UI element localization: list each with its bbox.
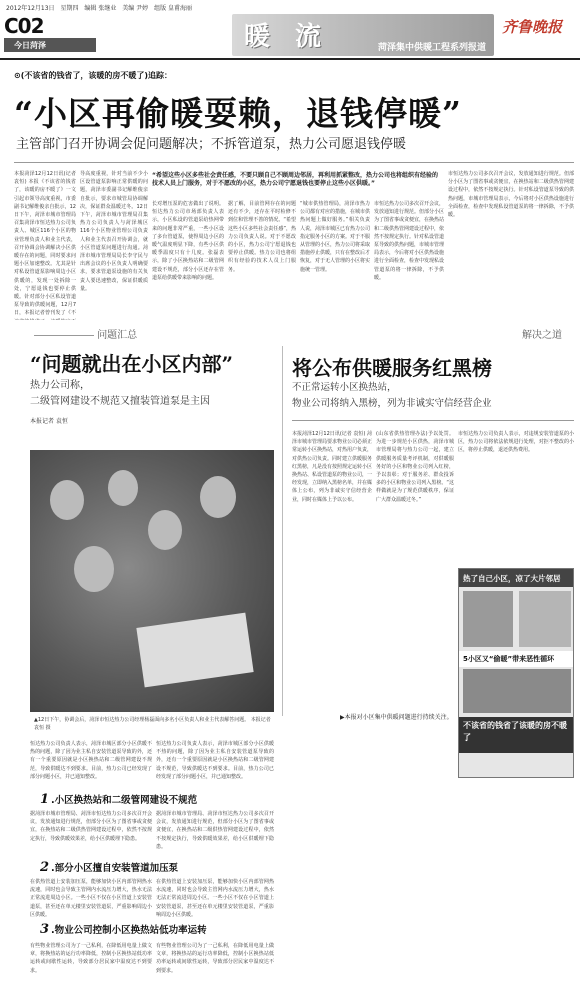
problem-byline: 本报记者 袁恒 [30, 418, 68, 425]
masthead-meta [0, 0, 580, 12]
coverage-note: ▶本报对小区集中供暖问题进行持续关注。 [340, 714, 453, 721]
point-2-heading [40, 860, 178, 875]
photo-document [136, 613, 253, 688]
point-2-text-a: 在供热管道上安装加压泵，能够加快小区内部管网热水流速，同时也会导致主管网内水流压力增大，热水无法正常流进周边小区。一些小区不仅在小区管道上安装管道泵，甚至还在单元楼里安装管道泵，严重影响周边小区供暖。 [30, 879, 152, 918]
thumbnail-photo [519, 591, 571, 647]
photo-caption: ▲12日下午，协调会后，菏泽市恒达热力公司经理杨磊面向多名小区负责人和业主代表解答问题。 本报记者 袁恒 摄 [34, 717, 271, 731]
meeting-photo [30, 450, 274, 712]
photo-person [148, 510, 182, 550]
thumbnail-title-1: 热了自己小区，凉了大片邻居 [459, 569, 574, 587]
body-column-6: 市恒达热力公司多次召开会议，发放通知进行规范。但部分小区为了图省事或贪便宜，在换热站和二级供热管网建设过程中，依然不按规定执行。针对私设管道泵导致的供热问题，市城市管理局表示，今后将对小区供热设施进行全面检查，检查中发现私设管道泵的将一律拆除，不予供暖。 [374, 201, 444, 281]
point-3-title: .物业公司控制小区换热站低功率运转 [51, 925, 207, 936]
solution-text-col3: 市恒达热力公司负责人表示，对违规安装管道泵的小区，热力公司将依法依规进行处理，对拒不整改的小区，将停止供暖，退还供热费用。 [458, 431, 574, 454]
article-headline: “小区再偷暖耍赖，退钱停暖” [14, 94, 462, 133]
page-number: C02 [4, 14, 44, 38]
photo-person [200, 476, 236, 518]
article-subheadline: 主管部门召开协调会促问题解决；不拆管道泵，热力公司愿退钱停暖 [16, 137, 407, 152]
solution-text-col2: (山东省供热管理办法)予以处罚。为进一步规范小区供热，菏泽市城市管理局将与热力公司一起，建立供暖服务质量考评机制，对供暖服务好的小区和物业公司列入红榜，予以表彰；对于服务差、群众投诉多的小区和物业公司列入黑榜。“这样做就是为了规范供暖秩序，保证广大群众温暖过冬。” [376, 431, 454, 503]
problem-section-label [34, 326, 262, 341]
related-coverage-thumbnails [458, 568, 574, 778]
photo-person [74, 546, 114, 592]
point-3-text-b: 有些物业管理公司为了一己私利，在降低用电量上做文章，将换热站的运行功率降低，控制小区换热站低功率运转或间歇性运转，导致部分居民家中温度达不到要求。 [156, 943, 274, 974]
point-1-title: .小区换热站和二级管网建设不规范 [51, 795, 198, 806]
section-label: 今日菏泽 [4, 38, 96, 52]
problem-heading: “问题就出在小区内部” [30, 352, 234, 376]
point-3-number: 3 [40, 922, 50, 937]
body-column-1: 本报菏泽12月12日讯(记者 袁恒) 本报《不该省的钱省了，该暖的房不暖了》一文引起市领导高度重视，市委副书记解维俊亲自批示，12日下午，菏泽市城市管理局召集菏泽市恒达热力公司负责人、城区116个小区的物业管理负责人和业主代表，召开协调会协调解决小区供暖存在的问题，同时要求问题小区加速整改。尤其是针对私设管道泵影响周边小区供暖的，发现一处拆除一处，宁愿退钱也要停止供暖。针对部分小区私设管道泵导致的供暖问题，12月7日，本报记者曾刊发了《不 [14, 171, 76, 317]
problem-deck-line2: 二级管网建设不规范又擅装管道泵是主因 [30, 396, 210, 407]
point-1-number: 1 [40, 792, 50, 807]
problem-deck-line1: 热力公司称， [30, 380, 90, 391]
solution-deck-line1: 不正常运转小区换热站， [292, 382, 397, 393]
problem-intro-a: 恒达热力公司负责人表示，菏泽市城区部分小区供暖不热的问题，除了因为业主私自安装管道泵导致的外，还有一个重要原因就是小区换热站和二级管网建设不规范，导致供暖达不到要求。目前，热力公司已经发现了部分问题小区，并已通知整改。 [30, 741, 152, 780]
solution-label-text: 解决之道 [522, 330, 562, 341]
point-1-text-a: 据菏泽市城市管理局、菏泽市恒达热力公司多次召开会议，发放通知进行规范，但部分小区为了图省事或贪便宜，在换热站和二级供热管网建设过程中，依然不按规定执行，导致供暖效果差，给小区供暖埋下隐患。 [30, 811, 152, 842]
solution-section-label [292, 326, 562, 341]
body-column-3: 长对增压泵的危害做出了说明。恒达热力公司市场部负责人表示，小区私设的管道泵给热网带来的问题非常严重，一些小区设了多台管道泵，使得周边小区的暖气温度明显下降，有些小区供暖季温度只有十几度。张磊表示，除了小区换热站和二级管网建设不规范，部分小区还存在管道泵给供暖带来影响的问题。 [152, 201, 224, 281]
solution-deck-line2: 物业公司将纳入黑榜，列为非诚实守信经营企业 [292, 398, 492, 409]
newspaper-logo: 齐鲁晚报 [502, 18, 563, 36]
thumbnail-title-2: 5小区又“偷暖”带来恶性循环 [459, 651, 574, 667]
photo-person [108, 470, 138, 506]
point-2-number: 2 [40, 860, 50, 875]
proof-credit: 组版 皇甫海丽 [154, 5, 193, 12]
solution-rule [292, 420, 574, 421]
thumbnail-photo [463, 591, 513, 647]
solution-text-col1: 本报菏泽12月12日讯(记者 袁恒) 菏泽市城市管理局要求物业公司必须正常运转小区换热站，对热用户负责，对供热公司负责。同时建立供暖服务红黑榜，凡是没有按照规定运转小区换热站、私设管道泵的物业公司，一经发现，立即纳入黑榜名单，并在媒体上公布，列为非诚实守信经营企业，同时在媒体上予以公布。 [292, 431, 372, 503]
subhead-rule [14, 162, 574, 163]
thumbnail-title-3: 不该省的钱省了该暖的房不暖了 [459, 717, 574, 753]
lead-quote: “希望这些小区多些社会责任感，不要只顾自己不顾周边邻居，再利用抓紧整改，热力公司也将组织有经验的技术人员上门服务，对于不愿改的小区，热力公司宁愿退钱也要停止这些小区供暖。” [152, 172, 438, 187]
designer-credit: 美编 尹婷 [122, 5, 149, 12]
banner-title: 暖 流 [244, 22, 330, 52]
series-banner [232, 14, 494, 56]
photo-person [50, 480, 84, 520]
problem-deck [30, 378, 210, 410]
body-column-4: 据了解，目前管网存在的问题还有不少，还存在平时检修不到位和管理不善的情况。“希望这些小区多些社会责任感”，热力公司负责人说。对于不愿改的小区，热力公司宁愿退钱也要停止供暖。热力公司也将组织有经验的技术人员上门服务。 [228, 201, 296, 273]
point-3-heading [40, 922, 207, 937]
point-1-heading [40, 792, 197, 807]
article-kicker: ⊙(不该省的钱省了，该暖的房不暖了)追踪： [14, 71, 173, 80]
label-rule [34, 335, 94, 336]
body-column-7: 市恒达热力公司多次召开会议，发放通知进行规范。但部分小区为了图省事或贪便宜，在换热站和二级供热管网建设过程中，依然不按规定执行。针对私设管道泵导致的供热问题，市城市管理局表示，今后将对小区供热设施进行全面检查，检查中发现私设管道泵的将一律拆除，不予供暖。 [448, 171, 574, 219]
point-2-text-b: 在供热管道上安装加压泵，能够加快小区内部管网热水流速，同时也会导致主管网内水流压力增大，热水无法正常流进周边小区。一些小区不仅在小区管道上安装管道泵，甚至还在单元楼里安装管道泵，严重影响周边小区供暖。 [156, 879, 274, 918]
thumbnail-photo [463, 669, 571, 713]
point-2-title: .部分小区擅自安装管道加压泵 [51, 863, 179, 874]
body-column-2: 导高度重视，针对当前不少小区设管道泵影响正常供暖的问题，菏泽市委副书记解维俊亲自批示，要求市城管局协调解决，保证群众温暖过冬。12日下午，菏泽市城市管理局召集热力公司负责人与菏泽城区116个小区物业管理公司负责人和业主代表召开协调会，就小区管道泵问题进行沟通。菏泽市城市管理局局长李守民与出席会议的小区负责人明确要求，要求管道泵设施的有关负责人要迅速整改，保证供暖质量。 [80, 171, 148, 292]
column-divider [282, 346, 283, 716]
header-rule [0, 58, 580, 60]
solution-heading: 将公布供暖服务红黑榜 [292, 356, 492, 380]
problem-label-text: 问题汇总 [97, 330, 138, 341]
editor-credit: 编辑 张继业 [84, 5, 117, 12]
body-column-5: “城市供热管理局，菏泽市热力公司都有对应的措施，在城市供热问题上做好服务。”相关负责人说，菏泽市城区已有热力公司指定服务小区的方案。对于不服从管理的小区，热力公司将采取措施停止供暖，只有在整改后才恢复，对于无人管理的小区将实施统一管理。 [300, 201, 370, 273]
banner-subtitle: 菏泽集中供暖工程系列报道 [377, 43, 486, 53]
solution-deck [292, 380, 492, 412]
issue-weekday: 星期四 [60, 5, 79, 12]
point-3-text-a: 有些物业管理公司为了一己私利，在降低用电量上做文章，将换热站的运行功率降低，控制小区换热站低功率运转或间歇性运转，导致部分居民家中温度达不到要求。 [30, 943, 152, 974]
problem-intro-b: 恒达热力公司负责人表示，菏泽市城区部分小区供暖不热的问题，除了因为业主私自安装管道泵导致的外，还有一个重要原因就是小区换热站和二级管网建设不规范，导致供暖达不到要求。目前，热力公司已经发现了部分问题小区，并已通知整改。 [156, 741, 274, 780]
point-1-text-b: 据菏泽市城市管理局、菏泽市恒达热力公司多次召开会议，发放通知进行规范，但部分小区为了图省事或贪便宜，在换热站和二级供热管网建设过程中，依然不按规定执行，导致供暖效果差，给小区供暖埋下隐患。 [156, 811, 274, 850]
issue-date: 2012年12月13日 [6, 5, 55, 12]
